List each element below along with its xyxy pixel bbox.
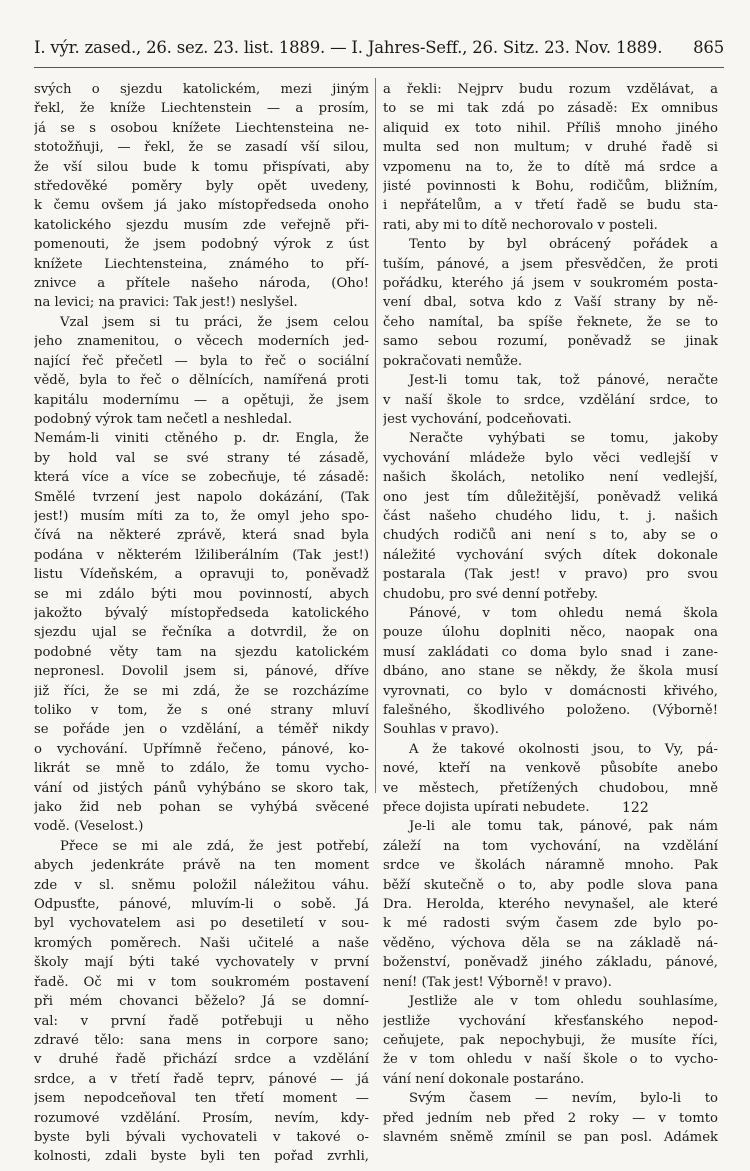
text-line: Smělé tvrzení jest napolo dokázání, (Tak (34, 489, 369, 505)
text-line: jest!) musím míti za to, že omyl jeho spo- (34, 508, 369, 524)
text-line: tuším, pánové, a jsem přesvědčen, že proti (383, 256, 718, 272)
text-line: pomenouti, že jsem podobný výrok z úst (34, 237, 369, 253)
text-line: nové, kteří na venkově působíte anebo (383, 761, 718, 777)
text-line: již říci, že se mi zdá, že se rozcházíme (34, 683, 369, 699)
text-line: srdce, a v třetí řadě teprv, pánové — já (34, 1071, 369, 1087)
text-line: řadě. Oč mi v tom soukromém postavení (34, 974, 369, 990)
column-divider (375, 78, 376, 793)
text-line: a řekli: Nejprv budu rozum vzdělávat, a (383, 82, 718, 97)
text-line: kromých poměrech. Naši učitelé a naše (34, 935, 369, 951)
text-line: zde v sl. sněmu položil náležitou váhu. (34, 877, 369, 893)
text-line: knížete Liechtensteina, známého to pří- (34, 256, 369, 272)
text-line: val: v první řadě potřebuji u něho (34, 1013, 369, 1029)
text-line: nepronesl. Dovolil jsem si, pánové, dříve (34, 664, 369, 680)
text-line: věděno, výchova děla se na základě ná- (383, 935, 718, 951)
text-line: záleží na tom vychování, na vzdělání (383, 838, 718, 854)
text-line: nající řeč přečetl — byla to řeč o sociální (34, 353, 369, 369)
text-line: Je-li ale tomu tak, pánové, pak nám (409, 819, 718, 835)
text-line: Jest-li tomu tak, tož pánové, neračte (409, 373, 718, 389)
text-line: katolického sjezdu musím zde veřejně při- (34, 217, 369, 233)
header-rule (34, 67, 724, 68)
text-line: stotožňuji, — řekl, že se zasadí vší silou, (34, 140, 369, 156)
text-line: o vychování. Upřímně řečeno, pánové, ko- (34, 741, 369, 757)
text-line: chudobu, pro své denní potřeby. (383, 586, 598, 602)
text-line: Odpusťte, pánové, mluvím-li o sobě. Já (34, 897, 369, 913)
text-line: podána v některém lžiliberálním (Tak jest!) (34, 547, 369, 563)
text-line: já se s osobou knížete Liechtensteina ne- (34, 120, 369, 136)
text-line: vodě. (Veselost.) (34, 819, 144, 835)
text-line: řekl, že kníže Liechtenstein — a prosím, (34, 101, 369, 117)
text-line: vzpomenu na to, že to dítě má srdce a (383, 159, 718, 175)
left-column (34, 80, 369, 1167)
text-line: při mém chovanci běželo? Já se domní- (34, 994, 369, 1010)
text-line: Jestliže ale v tom ohledu souhlasíme, (409, 994, 718, 1010)
text-line: ono jest tím důležitější, poněvadž veliká (383, 489, 718, 505)
text-line: čívá na některé zprávě, která snad byla (34, 528, 369, 544)
text-line: jakožto bývalý místopředseda katolického (34, 605, 369, 621)
text-line: rati, aby mi to dítě nechorovalo v posteli. (383, 217, 658, 233)
text-line: pouze úlohu doplniti něco, naopak ona (383, 625, 718, 641)
text-line: Nemám-li viniti ctěného p. dr. Engla, že (34, 431, 369, 447)
text-line: zdravé tělo: sana mens in corpore sano; (34, 1032, 369, 1048)
text-line: podobný výrok tam nečetl a neshledal. (34, 411, 293, 427)
text-line: chudých rodičů ani není s to, aby se o (383, 528, 718, 544)
text-line: vání není dokonale postaráno. (383, 1071, 585, 1087)
text-line: běží skutečně o to, aby podle slova pana (383, 877, 718, 893)
page-number: 865 (693, 38, 724, 57)
text-line: boženství, poněvadž jiného základu, pánové, (383, 955, 718, 971)
text-line: přece dojista upírati nebudete. (383, 800, 590, 816)
text-line: jsem nepodceňoval ten třetí moment — (34, 1091, 369, 1107)
text-line: v naší škole to srdce, vzdělání srdce, to (383, 392, 718, 408)
text-line: byl vychovatelem asi po desetiletí v sou- (34, 916, 369, 932)
text-line: A že takové okolnosti jsou, to Vy, pá- (409, 741, 718, 757)
header-left: I. výr. zased., 26. sez. 23. list. 1889. — I. Jahres-Seff., 26. Sitz. 23. Nov. 1889. (34, 38, 663, 57)
text-line: multa sed non multum; v druhé řadě si (383, 140, 718, 156)
text-line: ceňujete, pak nepochybuji, že musíte říci, (383, 1032, 718, 1048)
text-line: vychování mládeže bylo věci vedlejší v (383, 450, 718, 466)
text-line: kolnosti, zdali byste byli ten pořad zvrhli, (34, 1149, 369, 1165)
text-line: jestliže vychování křesťanského nepod- (383, 1013, 718, 1029)
text-line: Vzal jsem si tu práci, že jsem celou (60, 314, 369, 330)
sheet-number: 122 (622, 800, 649, 816)
text-line: srdce ve školách náramně mnoho. Pak (383, 858, 718, 874)
text-line: slavném sněmě zmínil se pan posl. Adámek (383, 1129, 718, 1145)
text-line: Přece se mi ale zdá, že jest potřebí, (60, 838, 369, 854)
text-line: vání od jistých pánů vyhýbáno se skoro tak, (34, 780, 369, 796)
text-line: část našeho chudého lidu, t. j. našich (383, 508, 718, 524)
text-line: by hold val se své strany té zásadě, (34, 450, 369, 466)
text-line: podobné věty tam na sjezdu katolickém (34, 644, 369, 660)
text-line: Souhlas v pravo). (383, 722, 499, 738)
text-line: Svým časem — nevím, bylo-li to (409, 1091, 718, 1107)
text-line: likrát se mně to zdálo, že tomu vycho- (34, 761, 369, 777)
text-line: byste byli bývali vychovateli v takové o- (34, 1129, 369, 1145)
text-line: dbáno, ano stane se někdy, že škola musí (383, 664, 718, 680)
text-line: to se mi tak zdá po zásadě: Ex omnibus (383, 101, 718, 117)
text-line: která více a více se zobecňuje, té zásadě: (34, 470, 369, 486)
text-line: Dra. Herolda, kterého nevynašel, ale které (383, 897, 718, 913)
text-line: na levici; na pravici: Tak jest!) neslyšel. (34, 295, 298, 311)
text-line: postarala (Tak jest! v pravo) pro svou (383, 567, 718, 583)
text-line: znivce a přítele našeho národa, (Oho! (34, 276, 369, 292)
text-line: i nepřátelům, a v třetí řadě se budu sta- (383, 198, 718, 214)
text-line: jako žid neb pohan se vyhýbá svěcené (34, 800, 369, 816)
text-line: samo sebou rozumí, poněvadž se jinak (383, 334, 718, 350)
text-line: vyrovnati, co bylo v domácnosti křivého, (383, 683, 718, 699)
text-line: se pořáde jen o vzdělání, a téměř nikdy (34, 722, 369, 738)
text-line: pokračovati nemůže. (383, 353, 523, 369)
text-line: že vší silou bude k tomu přispívati, aby (34, 159, 369, 175)
text-line: jeho znamenitou, o věcech moderních jed- (34, 334, 369, 350)
text-line: rozumové vzdělání. Prosím, nevím, kdy- (34, 1110, 369, 1126)
text-line: musí zakládati co doma bylo snad i zane- (383, 644, 718, 660)
text-line: abych jedenkráte právě na ten moment (34, 858, 369, 874)
text-line: před jedním neb před 2 roky — v tomto (383, 1110, 718, 1126)
text-line: falešného, škodlivého položeno. (Výborně! (383, 703, 718, 718)
text-line: pořádku, kterého já jsem v soukromém posta- (383, 276, 718, 292)
text-line: vědě, byla to řeč o dělnících, namířená proti (34, 373, 369, 389)
text-line: středověké poměry byly opět uvedeny, (34, 179, 369, 195)
text-line: že v tom ohledu v naší škole o to vycho- (383, 1052, 718, 1068)
text-line: našich školách, netoliko není vedlejší, (383, 470, 718, 486)
text-line: toliko v tom, že s oné strany mluví (34, 703, 369, 718)
text-line: náležité vychování svých dítek dokonale (383, 547, 718, 563)
text-line: k mé radosti svým časem zde bylo po- (383, 916, 718, 932)
text-line: v druhé řadě přichází srdce a vzdělání (34, 1052, 369, 1068)
text-line: čeho namítal, ba spíše řeknete, že se to (383, 314, 718, 330)
text-line: svých o sjezdu katolickém, mezi jiným (34, 82, 369, 97)
text-line: školy mají býti také vychovately v první (34, 955, 369, 971)
text-line: k čemu ovšem já jako místopředseda onoho (34, 198, 369, 214)
text-line: ve městech, přetížených chudobou, mně (383, 780, 718, 796)
text-line: se mi zdálo býti mou povinností, abych (34, 586, 369, 602)
text-line: Tento by byl obrácený pořádek a (409, 237, 718, 253)
text-line: vení dbal, sotva kdo z Vaší strany by ně- (383, 295, 718, 311)
text-line: Neračte vyhýbati se tomu, jakoby (409, 431, 718, 447)
text-line: aliquid ex toto nihil. Příliš mnoho jiného (383, 120, 718, 136)
text-line: listu Vídeňském, a opravuji to, poněvadž (34, 567, 369, 583)
right-column (383, 80, 718, 1147)
text-line: kapitálu modernímu — a opětuji, že jsem (34, 392, 369, 408)
text-line: jisté povinnosti k Bohu, rodičům, bližním, (383, 179, 718, 195)
text-line: sjezdu ujal se řečníka a dotvrdil, že on (34, 625, 369, 641)
text-line: není! (Tak jest! Výborně! v pravo). (383, 974, 612, 990)
running-header (34, 38, 724, 57)
text-line: Pánové, v tom ohledu nemá škola (409, 605, 718, 621)
text-line: jest vychování, podceňovati. (383, 411, 572, 427)
